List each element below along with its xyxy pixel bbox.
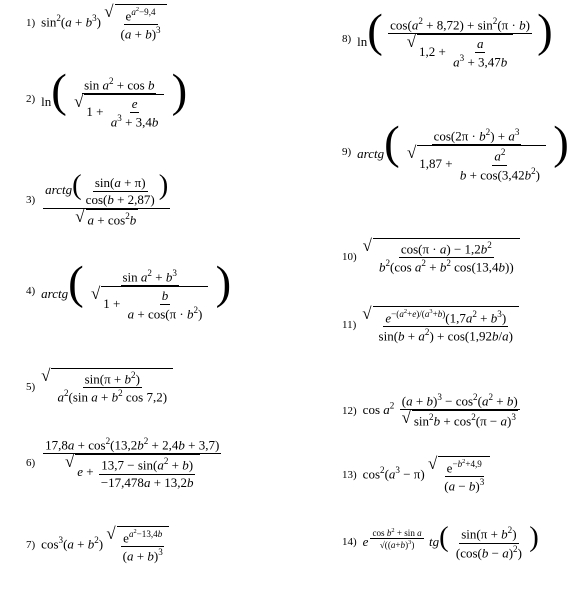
formula-number: 13) [342,469,357,482]
formula-number: 2) [26,93,36,106]
formula-12 [342,392,522,430]
formula-expression: $\cos a^2$ $(a + b)^3 - \cos^2(a^2 + b)$ √ $\sin^2b + \cos^2(\pi - a)^3$ [362,392,518,429]
formula-1 [26,4,167,43]
formula-number: 8) [342,33,352,46]
formula-expression: ln( $\sin a^2 + \cos b$ √ 1 + $\frac{e}{a^3 + 3,4b}$ ) [41,65,188,130]
formula-number: 3) [26,193,36,206]
formula-5 [26,368,173,406]
formula-expression: ln( $\cos(a^2 + 8,72) + \sin^2(\pi \cdot b)$ √ 1,2 + $\frac{a}{a^3 + 3,47b}$ ) [357,5,553,70]
formula-number: 6) [26,457,36,470]
formula-11 [342,306,519,345]
formula-number: 1) [26,17,36,30]
formula-number: 10) [342,250,357,263]
formula-10 [342,238,520,276]
formula-13 [342,456,490,495]
formula-expression: e $^{\frac{\cos b^2 + \sin a}{√((a+b)^3)}}$ tg( $\frac{\sin(\pi + b^2)}{(\cos(b - a)^2)}$ ) [362,522,539,560]
formula-number: 11) [342,319,357,332]
formula-expression: √ $\frac{\sin(\pi + b^2)}{a^2(\sin a + b^2 \cos 7,2)}$ [41,368,173,406]
formula-4 [26,257,232,322]
formula-expression: arctg( $\sin a^2 + b^3$ √ 1 + $\frac{b}{a + \cos(\pi \cdot b^2)}$ ) [41,257,232,322]
formula-number: 5) [26,380,36,393]
formula-expression: √ $\frac{e^{-(a^2+e)/(a^3+b)}(1,7a^2 + b^3)}{\sin(b + a^2) + \cos(1,92b/a)}$ [362,306,519,345]
formula-expression: $17,8a + \cos^2(13,2b^2 + 2,4b + 3,7)$ √ e + $\frac{13,7 - \sin(a^2 + b)}{-17,478a + 13,2b}$ [45,436,220,490]
formula-9 [342,117,569,183]
formula-3 [26,172,172,228]
formula-expression: $\cos^2(a^3 - \pi)$ √ $\frac{e^{-b^2+4,9}}{(a - b)^3}$ [363,456,491,495]
formula-number: 12) [342,404,357,417]
formula-14 [342,524,539,561]
formula-7 [26,526,169,565]
formula-number: 4) [26,285,36,298]
formula-number: 9) [342,145,352,158]
formula-8 [342,5,553,70]
formula-expression: √ $\frac{\cos(\pi \cdot a) - 1,2b^2}{b^2(\cos a^2 + b^2 \cos(13,4b))}$ [363,238,520,276]
formula-number: 14) [342,536,357,549]
formula-6 [26,436,223,491]
formula-expression: arctg( $\frac{\sin(a + \pi)}{\cos(b + 2,87)}$ ) √ $a + \cos^2b$ [45,170,169,227]
formula-number: 7) [26,539,36,552]
formula-2 [26,65,188,130]
formula-expression: $\sin^2(a + b^3)$ √ $\frac{e^{a^2-9,4}}{(a + b)^3}$ [41,4,166,43]
formula-expression: arctg( $\cos(2\pi \cdot b^2) + a^3$ √ 1,87 + $\frac{a^2}{b + \cos(3,42b^2)}$ ) [357,117,569,183]
formula-expression: $\cos^3(a + b^2)$ √ $\frac{e^{a^2-13,4b}}{(a + b)^3}$ [41,526,169,565]
